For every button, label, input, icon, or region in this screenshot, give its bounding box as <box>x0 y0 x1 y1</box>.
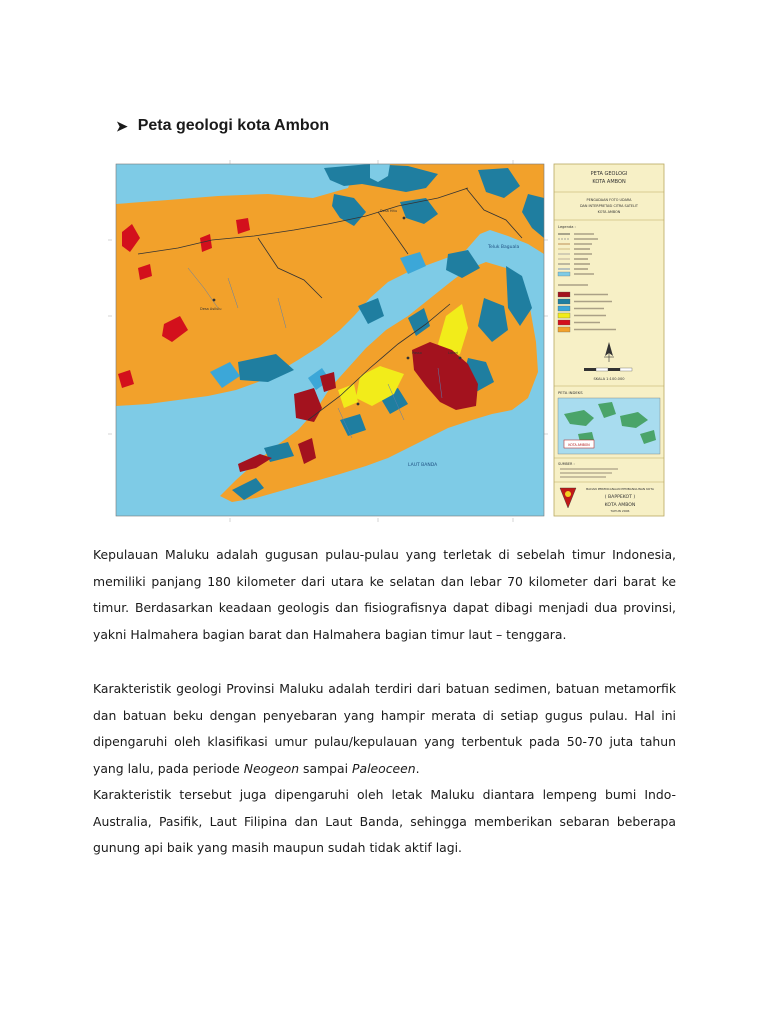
svg-text:Desa Hitu: Desa Hitu <box>380 209 398 213</box>
svg-text:Teluk Baguala: Teluk Baguala <box>488 245 520 250</box>
paragraph-2-end: . <box>415 760 420 776</box>
paragraph-2 <box>93 676 676 782</box>
sumber-label: SUMBER : <box>558 462 575 466</box>
paragraph-2-middle: sampai <box>299 760 352 776</box>
svg-text:LAUT BANDA: LAUT BANDA <box>408 463 438 468</box>
section-heading <box>116 117 329 135</box>
index-map <box>558 398 660 454</box>
legend-title-1: PETA GEOLOGI <box>590 171 628 177</box>
svg-text:Lateri: Lateri <box>448 351 459 355</box>
map-body <box>116 164 544 516</box>
agency-line-3: KOTA AMBON <box>604 503 636 508</box>
paragraph-2-text: Karakteristik geologi Provinsi Maluku adalah terdiri dari batuan sedimen, batuan metamorfik dan batuan beku dengan penyebaran yang hampir merata di setiap gugus pulau. Hal ini dipengaruhi oleh klasifikasi umur pulau/kepulauan yang terbentuk pada 50-70 juta tahun yang lalu, pada periode <box>93 681 676 776</box>
heading-text: Peta geologi kota Ambon <box>137 117 330 134</box>
index-label: KOTA AMBON <box>568 443 590 447</box>
legend-title-2: KOTA AMBON <box>592 179 626 185</box>
svg-text:Passo: Passo <box>412 351 422 355</box>
legend-subtitle-2: DAN INTERPRETASI CITRA SATELIT <box>580 204 638 208</box>
legend-subtitle-3: KOTA AMBON <box>597 210 621 214</box>
legend-panel <box>554 164 664 516</box>
paragraph-1: Kepulauan Maluku adalah gugusan pulau-pulau yang terletak di sebelah timur Indonesia, memiliki panjang 180 kilometer dari utara ke selatan dan lebar 70 kilometer dari barat ke timur. Berdasarkan keadaan geologis dan fisiografisnya dapat dibagi menjadi dua provinsi, yakni Halmahera bagian barat dan Halmahera bagian timur laut – tenggara. <box>93 547 676 642</box>
scale-label: SKALA 1:100.000 <box>593 377 625 381</box>
agency-year: TAHUN 2006 <box>610 509 630 513</box>
svg-text:Desa Asilulu: Desa Asilulu <box>200 307 222 311</box>
agency-line-1: BADAN PERENCANAAN PEMBANGUNAN KOTA <box>586 487 654 491</box>
scale-bar <box>584 368 632 371</box>
agency-line-2: ( BAPPEKOT ) <box>604 495 636 500</box>
arrow-bullet-icon: ➤ <box>116 117 128 134</box>
legend-subtitle-1: PENGADAAN FOTO UDARA <box>586 198 632 202</box>
term-neogeon: Neogeon <box>243 760 300 776</box>
paragraph-3: Karakteristik tersebut juga dipengaruhi oleh letak Maluku diantara lempeng bumi Indo-Australia, Pasifik, Laut Filipina dan Laut Banda, sehingga memberikan sebaran beberapa gunung api baik yang masih maupun sudah tidak aktif lagi. <box>93 787 676 855</box>
term-paleoceen: Paleoceen <box>352 760 416 776</box>
geology-map <box>108 158 668 524</box>
legend-heading: Legenda : <box>558 225 576 229</box>
index-title: PETA INDEKS <box>558 390 583 395</box>
